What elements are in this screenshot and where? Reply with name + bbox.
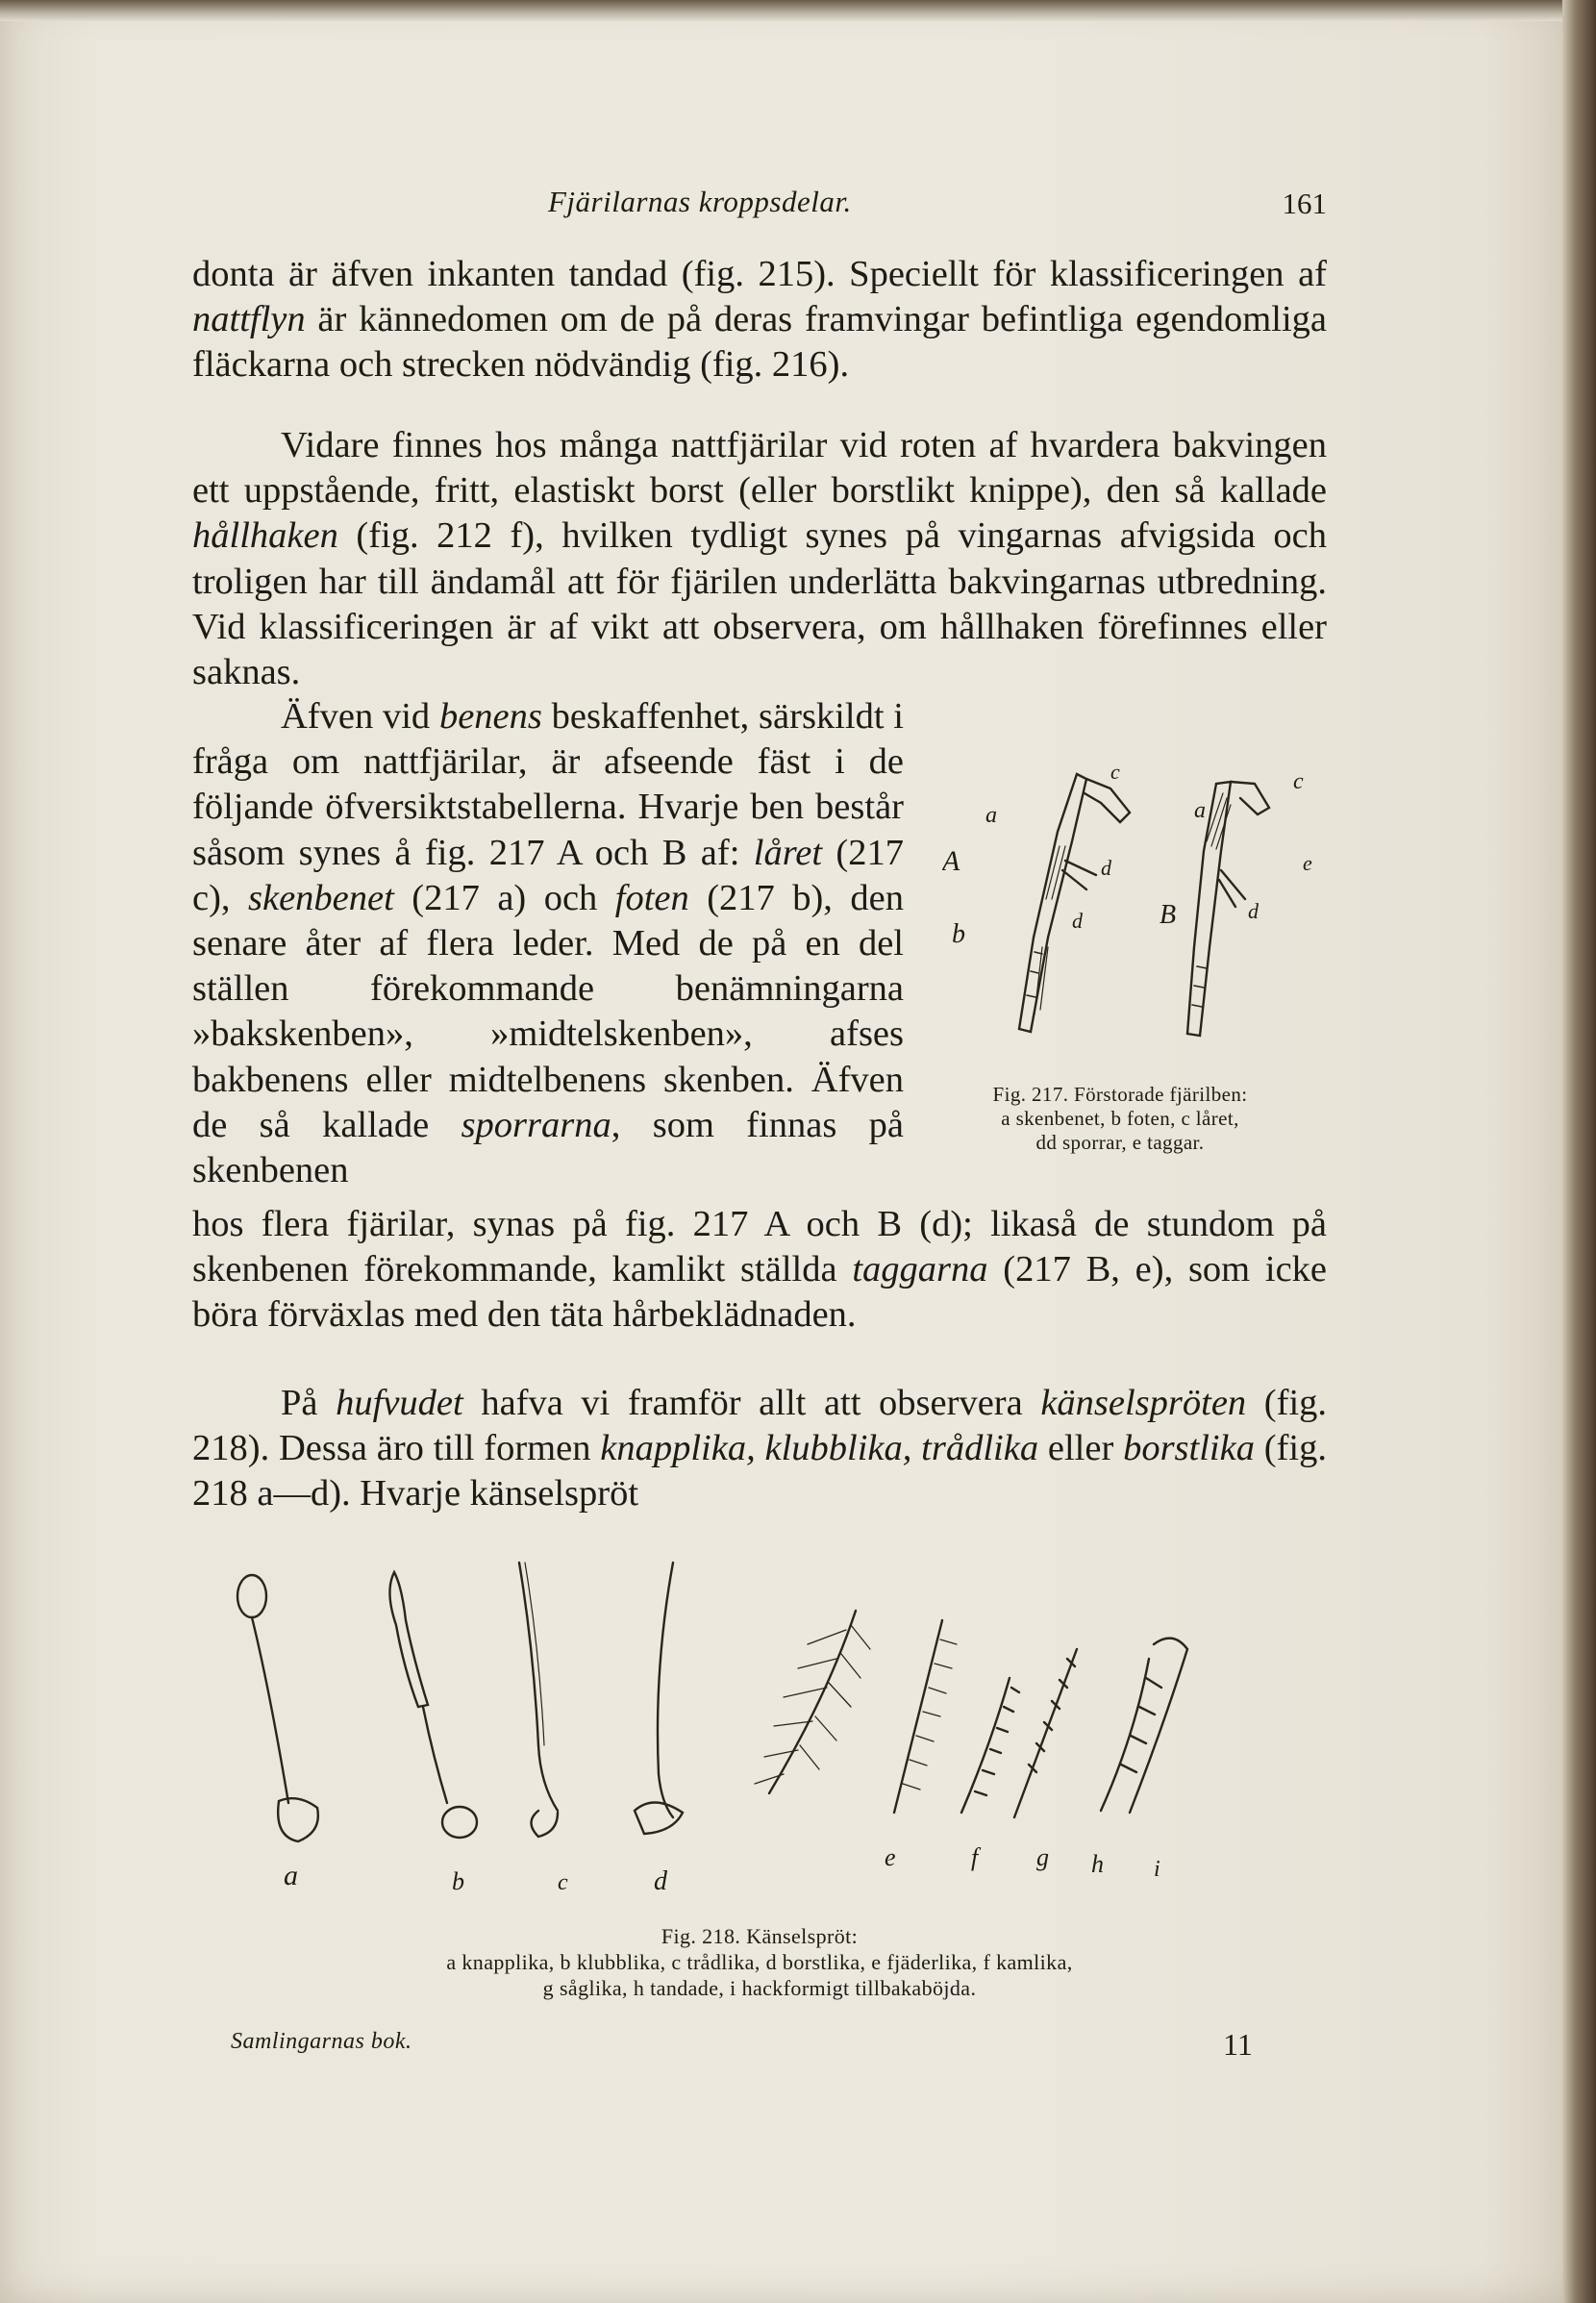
figure-217-caption [918, 1083, 1322, 1155]
page-header [192, 185, 1327, 223]
italic-term: foten [614, 877, 689, 918]
leg-a-spur [1062, 861, 1096, 889]
paragraph-1 [192, 252, 1327, 388]
paragraph-3-wrapped [192, 694, 904, 1193]
leg-b-spurs [1219, 870, 1245, 907]
antenna-a-base [278, 1798, 318, 1841]
italic-term: skenbenet [248, 877, 394, 918]
antenna-f-comb-teeth [903, 1640, 957, 1790]
label-d: d [654, 1866, 667, 1896]
antenna-a-stalk [252, 1617, 288, 1803]
label-g: g [1036, 1843, 1049, 1871]
text-run: (217 b), den senare åter af flera leder. Med de på en del ställen förekommande benämningarna »bakskenben», »midtelskenben», afses bakbenens eller midtelbenens skenben. Äfven de så kallade [192, 877, 904, 1145]
label-c: c [1110, 760, 1120, 784]
text-run: På [281, 1383, 337, 1423]
italic-term: nattflyn [192, 299, 306, 340]
antenna-g-saw [961, 1678, 1019, 1813]
antenna-b-base [442, 1807, 477, 1838]
caption-line: Fig. 217. Förstorade fjärilben: [992, 1083, 1248, 1106]
text-run: är kännedomen om de på deras framvingar befintliga egendomliga fläckarna och strecken nödvändig (fig. 216). [192, 299, 1327, 386]
text-run: hos flera fjärilar, synas på fig. 217 A och B (d); likaså de stundom på skenbenen förekommande, kamlikt ställda [192, 1204, 1327, 1290]
text-run: hafva vi framför allt att observera [462, 1383, 1041, 1423]
label-h: h [1091, 1850, 1104, 1878]
antenna-c-base [532, 1811, 559, 1837]
label-a: a [284, 1860, 298, 1891]
label-c-b-leg: c [1293, 769, 1304, 794]
signature-mark: Samlingarnas bok. [231, 2029, 412, 2054]
antenna-e-feather-barbs [755, 1625, 870, 1784]
text-run: (fig. 218). Dessa äro till formen [192, 1383, 1328, 1469]
antenna-a-knob [237, 1575, 266, 1617]
italic-term: hållhaken [192, 515, 338, 557]
text-run: donta är äfven inkanten tandad (fig. 215). Speciellt för klassificeringen af [192, 254, 1327, 294]
italic-term: känselspröten [1040, 1383, 1247, 1423]
caption-line: a skenbenet, b foten, c låret, [1001, 1107, 1239, 1130]
label-c: c [558, 1870, 568, 1895]
caption-title: Fig. 218. Känselspröt: [661, 1924, 859, 1948]
text-run: , som finnas på skenbenen [192, 1104, 904, 1191]
italic-term: taggarna [852, 1249, 988, 1290]
text-run: (fig. 212 f), hvilken tydligt synes på vingarnas afvigsida och troligen har till ändamål att för fjärilen underlätta bakvingarnas utbredning. Vid klassificeringen är af vikt att observera, om hållhaken förefinnes eller saknas. [192, 515, 1327, 693]
figure-218-caption [192, 1923, 1327, 2001]
text-run: (217 a) och [393, 877, 615, 918]
figure-218-antennae [231, 1553, 1288, 1899]
antenna-b-club [389, 1572, 428, 1707]
paragraph-3-continued [192, 1202, 1327, 1339]
label-b: b [952, 919, 965, 949]
italic-term: låret [753, 832, 823, 873]
italic-term: borstlika [1123, 1428, 1255, 1469]
label-a-b-leg: a [1194, 798, 1206, 823]
label-d-b-leg: d [1248, 899, 1259, 923]
label-a: a [985, 803, 997, 828]
text-run: (217 B, e), som icke böra förväxlas med den täta hårbeklädnaden. [192, 1249, 1328, 1336]
figure-217-butterfly-legs [942, 755, 1327, 1053]
caption-line: a knapplika, b klubblika, c trådlika, d borstlika, e fjäderlika, f kamlika, [446, 1950, 1073, 1974]
running-title: Fjärilarnas kroppsdelar. [548, 185, 852, 218]
text-run: eller [1038, 1428, 1124, 1469]
text-run: (217 c), [192, 832, 904, 918]
caption-line: g såglika, h tandade, i hackformigt tillbakaböjda. [542, 1976, 977, 2000]
leg-a-femur [1019, 774, 1086, 1032]
label-f: f [971, 1843, 979, 1871]
label-A: A [942, 845, 960, 877]
antenna-i-hooked [1101, 1639, 1187, 1813]
label-e: e [885, 1843, 896, 1871]
text-run: Äfven vid [281, 696, 439, 737]
text-run: beskaffenhet, särskildt i fråga om nattfjärilar, är afseende fäst i de följande öfversiktstabellerna. Hvarje ben består såsom synes å fig. 217 A och B af: [192, 696, 904, 873]
antenna-f-comb-shaft [894, 1620, 942, 1813]
page-top-edge [0, 0, 1577, 21]
antenna-d-base [635, 1802, 683, 1834]
paragraph-2 [192, 423, 1327, 695]
paragraph-4 [192, 1381, 1327, 1517]
page-number: 161 [1282, 187, 1327, 220]
leg-b-tarsus [1231, 782, 1269, 814]
sheet-number: 11 [1223, 2027, 1253, 2062]
label-b: b [452, 1867, 464, 1895]
text-run: Vidare finnes hos många nattfjärilar vid roten af hvardera bakvingen ett uppstående, fritt, elastiskt borst (eller borstlikt knippe), den så kallade [192, 425, 1327, 512]
italic-term: hufvudet [336, 1383, 463, 1423]
antenna-e-feather-shaft [769, 1611, 856, 1793]
antenna-c-thread-2 [525, 1563, 544, 1745]
italic-term: knapplika, klubblika, trådlika [600, 1428, 1039, 1469]
italic-term: benens [438, 696, 542, 737]
antenna-b-stalk [423, 1707, 447, 1803]
label-B: B [1160, 900, 1177, 930]
text-run: (fig. 218 a—d). Hvarje känselspröt [192, 1428, 1327, 1514]
book-spine-edge [1562, 0, 1596, 2303]
label-d: d [1101, 856, 1111, 880]
antenna-h-toothed [1014, 1649, 1077, 1817]
italic-term: sporrarna [461, 1104, 611, 1145]
caption-line: dd sporrar, e taggar. [1035, 1131, 1205, 1154]
antenna-d-bristle [658, 1563, 673, 1817]
leg-a-tarsus [1085, 779, 1130, 822]
label-e: e [1303, 851, 1312, 875]
antenna-c-thread [519, 1563, 558, 1811]
label-d-second: d [1072, 909, 1083, 933]
label-i: i [1154, 1857, 1160, 1882]
